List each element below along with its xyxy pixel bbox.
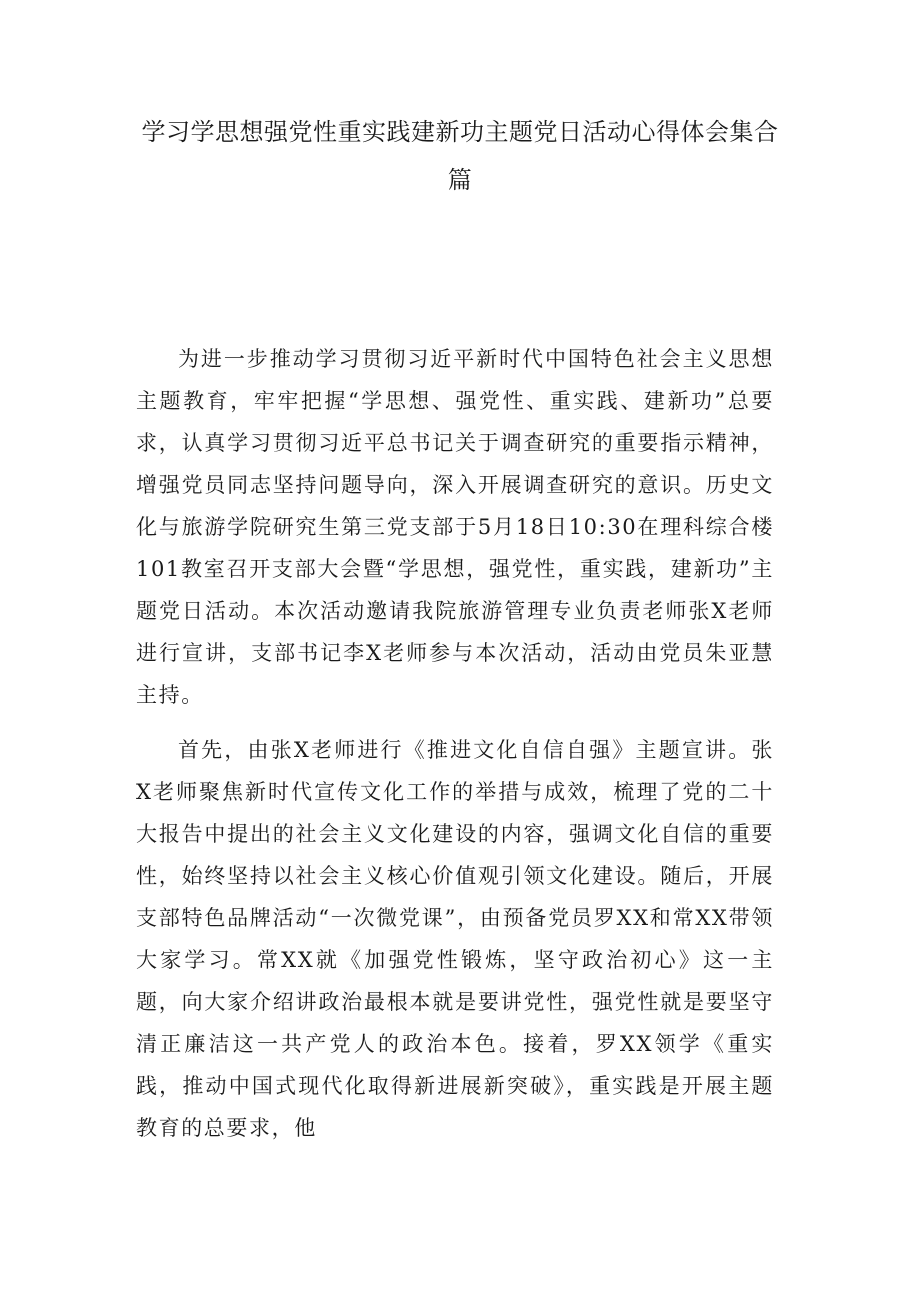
paragraph-2: 首先，由张X老师进行《推进文化自信自强》主题宣讲。张X老师聚焦新时代宣传文化工作的举措与成效，梳理了党的二十大报告中提出的社会主义文化建设的内容，强调文化自信的重要性，始终坚持以社会主义核心价值观引领文化建设。随后，开展支部特色品牌活动“一次微党课”，由预备党员罗XX和常XX带领大家学习。常XX就《加强党性锻炼，坚守政治初心》这一主题，向大家介绍讲政治最根本就是要讲党性，强党性就是要坚守清正廉洁这一共产党人的政治本色。接着，罗XX领学《重实践，推动中国式现代化取得新进展新突破》，重实践是开展主题教育的总要求，他: [136, 738, 774, 1140]
document-body: [136, 338, 774, 1149]
document-title: 学习学思想强党性重实践建新功主题党日活动心得体会集合篇: [141, 118, 779, 194]
paragraph-1: 为进一步推动学习贯彻习近平新时代中国特色社会主义思想主题教育，牢牢把握“学思想、强党性、重实践、建新功”总要求，认真学习贯彻习近平总书记关于调查研究的重要指示精神，增强党员同志坚持问题导向，深入开展调查研究的意识。历史文化与旅游学院研究生第三党支部于5月18日10:30在理科综合楼101教室召开支部大会暨“学思想，强党性，重实践，建新功”主题党日活动。本次活动邀请我院旅游管理专业负责老师张X老师进行宣讲，支部书记李X老师参与本次活动，活动由党员朱亚慧主持。: [136, 347, 774, 707]
